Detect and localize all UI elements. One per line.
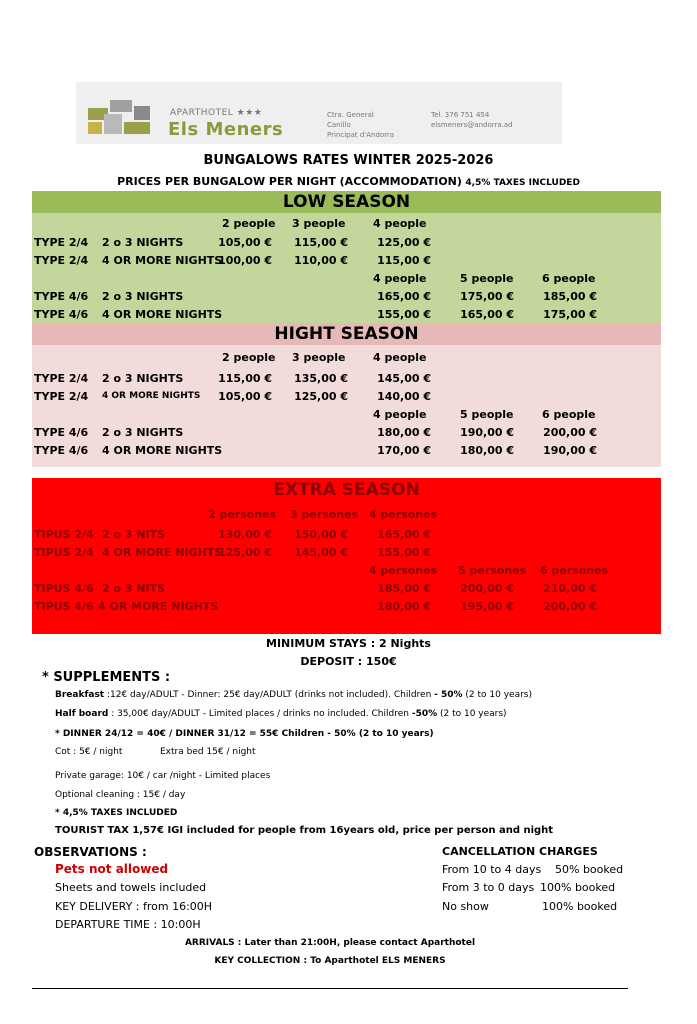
price-cell: 165,00 € — [377, 528, 431, 541]
tourist-tax-note: TOURIST TAX 1,57€ IGI included for people from 16years old, price per person and night — [55, 825, 554, 836]
cancellation-when: From 10 to 4 days — [442, 863, 542, 876]
price-cell: 200,00 € — [543, 600, 597, 613]
cancellation-charge: 100% booked — [542, 900, 618, 913]
price-cell: 130,00 € — [218, 528, 272, 541]
stay-length: 4 OR MORE NIGHTS — [98, 600, 219, 613]
low-season-table — [32, 213, 661, 323]
stay-length: 2 o 3 NIGHTS — [102, 372, 184, 385]
cot-price: Cot : 5€ / night — [55, 747, 123, 757]
price-cell: 105,00 € — [218, 390, 272, 403]
price-cell: 190,00 € — [543, 444, 597, 457]
col-header: 2 persones — [208, 508, 277, 521]
price-cell: 165,00 € — [460, 308, 514, 321]
price-cell: 185,00 € — [377, 582, 431, 595]
sheets-note: Sheets and towels included — [55, 881, 207, 894]
stay-length: 4 OR MORE NIGHTS — [102, 444, 223, 457]
season-title: LOW SEASON — [282, 192, 411, 212]
stay-length: 2 o 3 NIGHTS — [102, 426, 184, 439]
page-title: BUNGALOWS RATES WINTER 2025-2026 — [203, 153, 494, 168]
bottom-divider — [32, 988, 628, 989]
page-subtitle: PRICES PER BUNGALOW PER NIGHT (ACCOMMODATION) 4,5% TAXES INCLUDED — [117, 175, 580, 188]
room-type: TYPE 4/6 — [34, 290, 89, 303]
departure-time: DEPARTURE TIME : 10:00H — [55, 918, 201, 931]
stay-length: 4 OR MORE NIGHTS — [102, 308, 223, 321]
stone-wall-logo-icon — [88, 98, 150, 134]
col-header: 6 people — [542, 408, 596, 421]
breakfast-line: Breakfast :12€ day/ADULT - Dinner: 25€ day/ADULT (drinks not included). Children - 50% (2 to 10 years) — [55, 690, 533, 700]
price-cell: 110,00 € — [294, 254, 348, 267]
logo-subtitle: APARTHOTEL ★★★ — [170, 108, 263, 118]
col-header: 4 people — [373, 217, 427, 230]
hotel-contact: Tel. 376 751 454 elsmeners@andorra.ad — [431, 111, 513, 129]
observations-title: OBSERVATIONS : — [34, 845, 147, 859]
col-header: 2 people — [222, 217, 276, 230]
price-cell: 200,00 € — [460, 582, 514, 595]
room-type: TIPUS 4/6 — [34, 600, 94, 613]
price-cell: 165,00 € — [377, 290, 431, 303]
key-delivery: KEY DELIVERY : from 16:00H — [55, 900, 213, 913]
cleaning-price: Optional cleaning : 15€ / day — [55, 790, 186, 800]
deposit: DEPOSIT : 150€ — [300, 655, 397, 668]
room-type: TYPE 2/4 — [34, 236, 89, 249]
price-cell: 180,00 € — [377, 426, 431, 439]
price-cell: 145,00 € — [377, 372, 431, 385]
stay-length: 2 o 3 NITS — [102, 582, 166, 595]
col-header: 3 persones — [290, 508, 359, 521]
room-type: TIPUS 2/4 — [34, 546, 94, 559]
price-cell: 175,00 € — [543, 308, 597, 321]
price-cell: 125,00 € — [218, 546, 272, 559]
low-season-header — [32, 191, 661, 213]
col-header: 4 people — [373, 351, 427, 364]
price-cell: 180,00 € — [377, 600, 431, 613]
arrivals-note: ARRIVALS : Later than 21:00H, please contact Aparthotel — [184, 938, 476, 948]
room-type: TIPUS 4/6 — [34, 582, 94, 595]
taxes-note: * 4,5% TAXES INCLUDED — [55, 808, 178, 818]
col-header: 5 people — [460, 408, 514, 421]
price-cell: 115,00 € — [377, 254, 431, 267]
col-header: 4 persones — [369, 564, 438, 577]
col-header: 3 people — [292, 217, 346, 230]
room-type: TYPE 4/6 — [34, 444, 89, 457]
price-cell: 100,00 € — [218, 254, 272, 267]
col-header: 4 persones — [369, 508, 438, 521]
room-type: TYPE 4/6 — [34, 426, 89, 439]
price-cell: 115,00 € — [218, 372, 272, 385]
stay-length: 4 OR MORE NIGHTS — [102, 254, 223, 267]
price-cell: 155,00 € — [377, 546, 431, 559]
key-collection-note: KEY COLLECTION : To Aparthotel ELS MENERS — [214, 956, 446, 966]
pets-policy: Pets not allowed — [55, 862, 169, 876]
col-header: 3 people — [292, 351, 346, 364]
extra-season-table — [32, 478, 661, 634]
col-header: 4 people — [373, 408, 427, 421]
price-cell: 150,00 € — [294, 528, 348, 541]
price-cell: 140,00 € — [377, 390, 431, 403]
cancellation-when: From 3 to 0 days — [442, 881, 535, 894]
price-cell: 180,00 € — [460, 444, 514, 457]
half-board-line: Half board : 35,00€ day/ADULT - Limited places / drinks no included. Children -50% (2 to 10 years) — [55, 709, 507, 719]
price-cell: 135,00 € — [294, 372, 348, 385]
logo-name: Els Meners — [168, 119, 284, 140]
cancellation-when: No show — [442, 900, 489, 913]
col-header: 2 people — [222, 351, 276, 364]
price-cell: 170,00 € — [377, 444, 431, 457]
price-cell: 175,00 € — [460, 290, 514, 303]
garage-price: Private garage: 10€ / car /night - Limited places — [55, 771, 271, 781]
stay-length: 4 OR MORE NIGHTS — [102, 391, 201, 401]
hotel-address: Ctra. General Canillo Principat d'Andorra — [327, 111, 395, 139]
room-type: TYPE 2/4 — [34, 254, 89, 267]
room-type: TYPE 2/4 — [34, 390, 89, 403]
stay-length: 2 o 3 NIGHTS — [102, 290, 184, 303]
price-cell: 195,00 € — [460, 600, 514, 613]
season-title: HIGHT SEASON — [274, 324, 419, 344]
col-header: 5 persones — [458, 564, 527, 577]
price-cell: 190,00 € — [460, 426, 514, 439]
cancellation-charge: 50% booked — [555, 863, 624, 876]
season-title: EXTRA SEASON — [273, 480, 420, 500]
price-cell: 125,00 € — [294, 390, 348, 403]
minimum-stays: MINIMUM STAYS : 2 Nights — [266, 637, 431, 650]
cancellation-title: CANCELLATION CHARGES — [442, 845, 598, 858]
col-header: 4 people — [373, 272, 427, 285]
room-type: TYPE 4/6 — [34, 308, 89, 321]
price-cell: 105,00 € — [218, 236, 272, 249]
price-cell: 200,00 € — [543, 426, 597, 439]
extra-bed-price: Extra bed 15€ / night — [160, 747, 256, 757]
hotel-logo-banner — [76, 82, 562, 144]
room-type: TIPUS 2/4 — [34, 528, 94, 541]
cancellation-charge: 100% booked — [540, 881, 616, 894]
col-header: 6 persones — [540, 564, 609, 577]
special-dinners-line: * DINNER 24/12 = 40€ / DINNER 31/12 = 55€ Children - 50% (2 to 10 years) — [55, 729, 434, 739]
room-type: TYPE 2/4 — [34, 372, 89, 385]
price-cell: 210,00 € — [543, 582, 597, 595]
price-cell: 125,00 € — [377, 236, 431, 249]
price-cell: 155,00 € — [377, 308, 431, 321]
stay-length: 4 OR MORE NIGHTS — [102, 546, 223, 559]
price-cell: 145,00 € — [294, 546, 348, 559]
high-season-table — [32, 345, 661, 467]
high-season-header — [32, 323, 661, 345]
col-header: 6 people — [542, 272, 596, 285]
supplements-title: * SUPPLEMENTS : — [42, 670, 171, 685]
price-cell: 185,00 € — [543, 290, 597, 303]
stay-length: 2 o 3 NITS — [102, 528, 166, 541]
stay-length: 2 o 3 NIGHTS — [102, 236, 184, 249]
price-cell: 115,00 € — [294, 236, 348, 249]
col-header: 5 people — [460, 272, 514, 285]
